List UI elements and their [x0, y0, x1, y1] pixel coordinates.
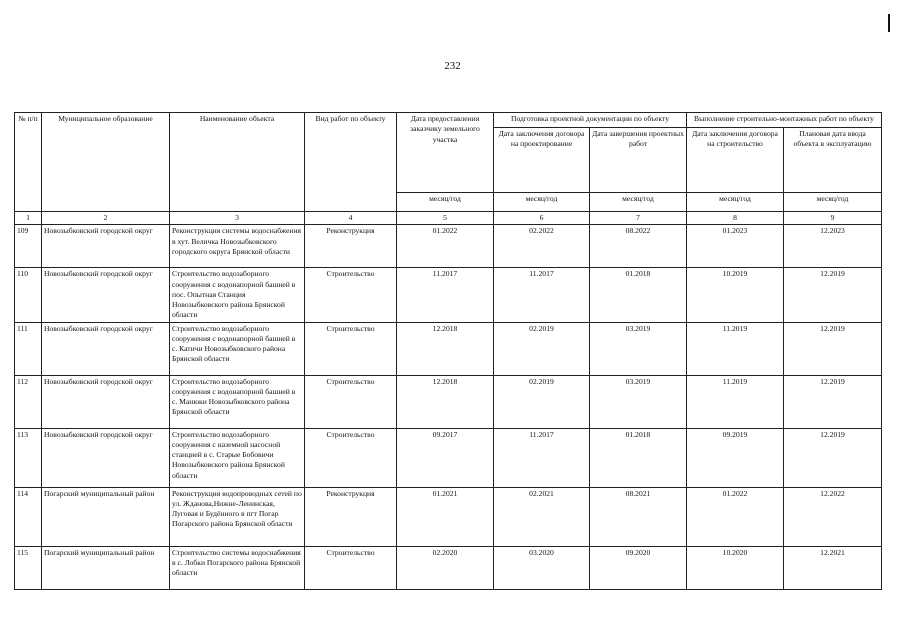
row-design-contract: 11.2017	[494, 268, 590, 322]
page-number: 232	[444, 60, 461, 72]
row-object: Реконструкция системы водоснабжения в хут. Величка Новозыбковского городского округа Брянской области	[170, 225, 305, 268]
row-design-done: 03.2019	[590, 322, 687, 375]
column-number: 8	[687, 212, 784, 225]
unit-label: месяц/год	[687, 193, 784, 212]
header-num: № п/п	[15, 113, 42, 212]
row-num: 115	[15, 546, 42, 589]
column-number: 2	[42, 212, 170, 225]
row-design-done: 08.2022	[590, 225, 687, 268]
row-design-done: 08.2021	[590, 487, 687, 546]
row-num: 113	[15, 428, 42, 487]
row-design-contract: 02.2019	[494, 375, 590, 428]
header-design-contract: Дата заключения договора на проектирование	[494, 128, 590, 193]
column-number: 9	[784, 212, 882, 225]
scan-edge-mark	[888, 14, 890, 32]
row-num: 110	[15, 268, 42, 322]
row-work-type: Строительство	[305, 268, 397, 322]
row-design-contract: 11.2017	[494, 428, 590, 487]
row-commissioning: 12.2022	[784, 487, 882, 546]
header-construction-contract: Дата заключения договора на строительство	[687, 128, 784, 193]
row-work-type: Строительство	[305, 546, 397, 589]
column-number: 4	[305, 212, 397, 225]
table-row	[15, 487, 882, 546]
unit-label: месяц/год	[397, 193, 494, 212]
row-date-provided: 11.2017	[397, 268, 494, 322]
row-date-provided: 09.2017	[397, 428, 494, 487]
row-work-type: Строительство	[305, 428, 397, 487]
row-date-provided: 12.2018	[397, 322, 494, 375]
column-number: 6	[494, 212, 590, 225]
row-object: Строительство водозаборного сооружения с водонапорной башней в с. Катичи Новозыбковского района Брянской области	[170, 322, 305, 375]
row-num: 114	[15, 487, 42, 546]
table-row	[15, 546, 882, 589]
table-row	[15, 322, 882, 375]
column-number: 3	[170, 212, 305, 225]
row-commissioning: 12.2021	[784, 546, 882, 589]
row-object: Строительство водозаборного сооружения с водонапорной башней в с. Манюки Новозыбковского района Брянской области	[170, 375, 305, 428]
row-date-provided: 01.2022	[397, 225, 494, 268]
row-work-type: Реконструкция	[305, 487, 397, 546]
investment-objects-table	[14, 112, 882, 590]
row-object: Строительство водозаборного сооружения с водонапорной башней в пос. Опытная Станция Новозыбковского района Брянской области	[170, 268, 305, 322]
table-row	[15, 375, 882, 428]
row-construction-contract: 01.2022	[687, 487, 784, 546]
row-construction-contract: 11.2019	[687, 322, 784, 375]
table-row	[15, 428, 882, 487]
row-object: Реконструкция водопроводных сетей по ул. Жданова,Нижне-Ленинская, Луговая и Будённого в пгт Погар Погарского района Брянской области	[170, 487, 305, 546]
table-row	[15, 268, 882, 322]
column-number: 5	[397, 212, 494, 225]
row-commissioning: 12.2019	[784, 322, 882, 375]
row-design-contract: 02.2022	[494, 225, 590, 268]
header-date-provided: Дата предоставления заказчику земельного участка	[397, 113, 494, 193]
unit-label: месяц/год	[784, 193, 882, 212]
unit-label: месяц/год	[590, 193, 687, 212]
row-object: Строительство водозаборного сооружения с наземной насосной станцией в с. Старые Бобовичи Новозыбковского района Брянской области	[170, 428, 305, 487]
row-work-type: Строительство	[305, 322, 397, 375]
row-construction-contract: 10.2019	[687, 268, 784, 322]
table-row	[15, 225, 882, 268]
row-construction-contract: 10.2020	[687, 546, 784, 589]
row-construction-contract: 11.2019	[687, 375, 784, 428]
header-municipality: Муниципальное образование	[42, 113, 170, 212]
row-work-type: Реконструкция	[305, 225, 397, 268]
row-design-contract: 02.2021	[494, 487, 590, 546]
header-object: Наименование объекта	[170, 113, 305, 212]
row-municipality: Погарский муниципальный район	[42, 546, 170, 589]
unit-label: месяц/год	[494, 193, 590, 212]
row-commissioning: 12.2019	[784, 375, 882, 428]
row-municipality: Новозыбковский городской округ	[42, 225, 170, 268]
header-design-done: Дата завершения проектных работ	[590, 128, 687, 193]
row-municipality: Новозыбковский городской округ	[42, 268, 170, 322]
row-design-done: 03.2019	[590, 375, 687, 428]
row-work-type: Строительство	[305, 375, 397, 428]
row-construction-contract: 01.2023	[687, 225, 784, 268]
row-construction-contract: 09.2019	[687, 428, 784, 487]
row-date-provided: 01.2021	[397, 487, 494, 546]
row-num: 109	[15, 225, 42, 268]
column-number: 1	[15, 212, 42, 225]
row-num: 112	[15, 375, 42, 428]
row-commissioning: 12.2023	[784, 225, 882, 268]
row-date-provided: 12.2018	[397, 375, 494, 428]
row-date-provided: 02.2020	[397, 546, 494, 589]
row-design-done: 01.2018	[590, 268, 687, 322]
row-design-contract: 03.2020	[494, 546, 590, 589]
header-commissioning: Плановая дата ввода объекта в эксплуатацию	[784, 128, 882, 193]
row-commissioning: 12.2019	[784, 428, 882, 487]
header-work-type: Вид работ по объекту	[305, 113, 397, 212]
row-design-done: 09.2020	[590, 546, 687, 589]
row-municipality: Новозыбковский городской округ	[42, 375, 170, 428]
column-number: 7	[590, 212, 687, 225]
row-commissioning: 12.2019	[784, 268, 882, 322]
row-design-contract: 02.2019	[494, 322, 590, 375]
row-object: Строительство системы водоснабжения в с. Лобки Погарского района Брянской области	[170, 546, 305, 589]
row-municipality: Новозыбковский городской округ	[42, 322, 170, 375]
row-num: 111	[15, 322, 42, 375]
row-municipality: Погарский муниципальный район	[42, 487, 170, 546]
header-design-group: Подготовка проектной документации по объекту	[494, 113, 687, 128]
row-design-done: 01.2018	[590, 428, 687, 487]
row-municipality: Новозыбковский городской округ	[42, 428, 170, 487]
header-construction-group: Выполнение строительно-монтажных работ по объекту	[687, 113, 882, 128]
